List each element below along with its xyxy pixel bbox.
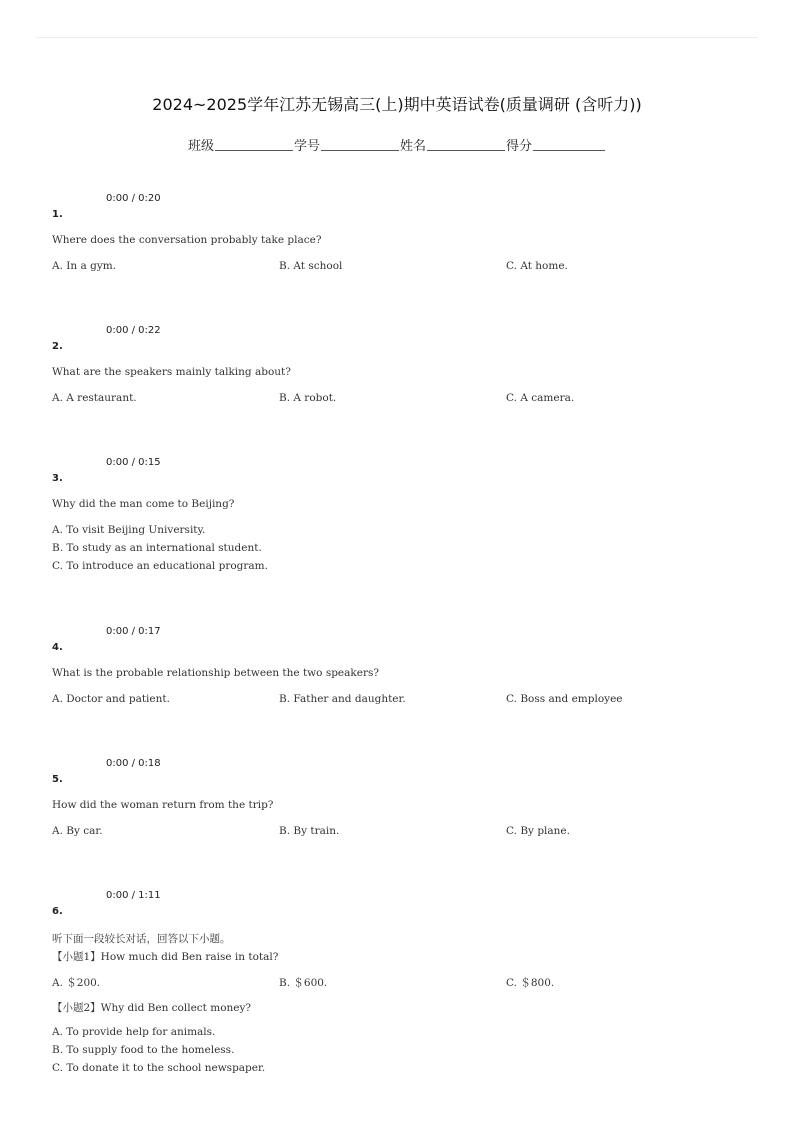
audio-player-5[interactable]: 0:00 / 0:18: [106, 758, 161, 769]
option-b[interactable]: B. Father and daughter.: [279, 693, 406, 705]
option-b[interactable]: B. To study as an international student.: [52, 542, 262, 554]
question-stem: What is the probable relationship between the two speakers?: [52, 667, 380, 679]
question-number: 1.: [52, 209, 63, 220]
subquestion-2-stem: 【小题2】Why did Ben collect money?: [52, 1002, 252, 1014]
option-b[interactable]: B. By train.: [279, 825, 340, 837]
option-a[interactable]: A. ＄200.: [52, 977, 101, 989]
question-stem: Why did the man come to Beijing?: [52, 498, 235, 510]
score-blank[interactable]: [533, 138, 605, 151]
student-info-line: [0, 135, 794, 154]
score-label: 得分: [506, 139, 533, 154]
option-a[interactable]: A. Doctor and patient.: [52, 693, 170, 705]
question-number: 3.: [52, 473, 63, 484]
audio-player-1[interactable]: 0:00 / 0:20: [106, 193, 161, 204]
option-c[interactable]: C. A camera.: [506, 392, 575, 404]
question-number: 6.: [52, 906, 63, 917]
exam-title: 2024~2025学年江苏无锡高三(上)期中英语试卷(质量调研 (含听力)): [152, 95, 642, 114]
audio-player-3[interactable]: 0:00 / 0:15: [106, 457, 161, 468]
option-a[interactable]: A. To visit Beijing University.: [52, 524, 206, 536]
class-blank[interactable]: [215, 138, 293, 151]
option-c[interactable]: C. Boss and employee: [506, 693, 623, 705]
class-label: 班级: [187, 139, 214, 154]
option-c[interactable]: C. By plane.: [506, 825, 570, 837]
question-number: 5.: [52, 774, 63, 785]
name-blank[interactable]: [427, 138, 505, 151]
question-intro: 听下面一段较长对话，回答以下小题。: [52, 933, 231, 945]
question-stem: How did the woman return from the trip?: [52, 799, 274, 811]
option-a[interactable]: A. In a gym.: [52, 260, 117, 272]
audio-player-2[interactable]: 0:00 / 0:22: [106, 325, 161, 336]
student-id-label: 学号: [293, 139, 320, 154]
option-a[interactable]: A. To provide help for animals.: [52, 1026, 216, 1038]
audio-player-6[interactable]: 0:00 / 1:11: [106, 890, 161, 901]
name-label: 姓名: [400, 139, 427, 154]
option-b[interactable]: B. A robot.: [279, 392, 337, 404]
audio-player-4[interactable]: 0:00 / 0:17: [106, 626, 161, 637]
option-c[interactable]: C. To introduce an educational program.: [52, 560, 268, 572]
option-b[interactable]: B. At school: [279, 260, 343, 272]
option-b[interactable]: B. ＄600.: [279, 977, 328, 989]
question-number: 2.: [52, 341, 63, 352]
question-stem: What are the speakers mainly talking about?: [52, 366, 291, 378]
question-number: 4.: [52, 642, 63, 653]
student-id-blank[interactable]: [321, 138, 399, 151]
option-b[interactable]: B. To supply food to the homeless.: [52, 1044, 235, 1056]
option-c[interactable]: C. At home.: [506, 260, 568, 272]
option-c[interactable]: C. ＄800.: [506, 977, 555, 989]
question-stem: Where does the conversation probably take place?: [52, 234, 322, 246]
header-divider: [36, 37, 758, 38]
option-a[interactable]: A. By car.: [52, 825, 103, 837]
option-a[interactable]: A. A restaurant.: [52, 392, 137, 404]
subquestion-1-stem: 【小题1】How much did Ben raise in total?: [52, 951, 279, 963]
option-c[interactable]: C. To donate it to the school newspaper.: [52, 1062, 266, 1074]
